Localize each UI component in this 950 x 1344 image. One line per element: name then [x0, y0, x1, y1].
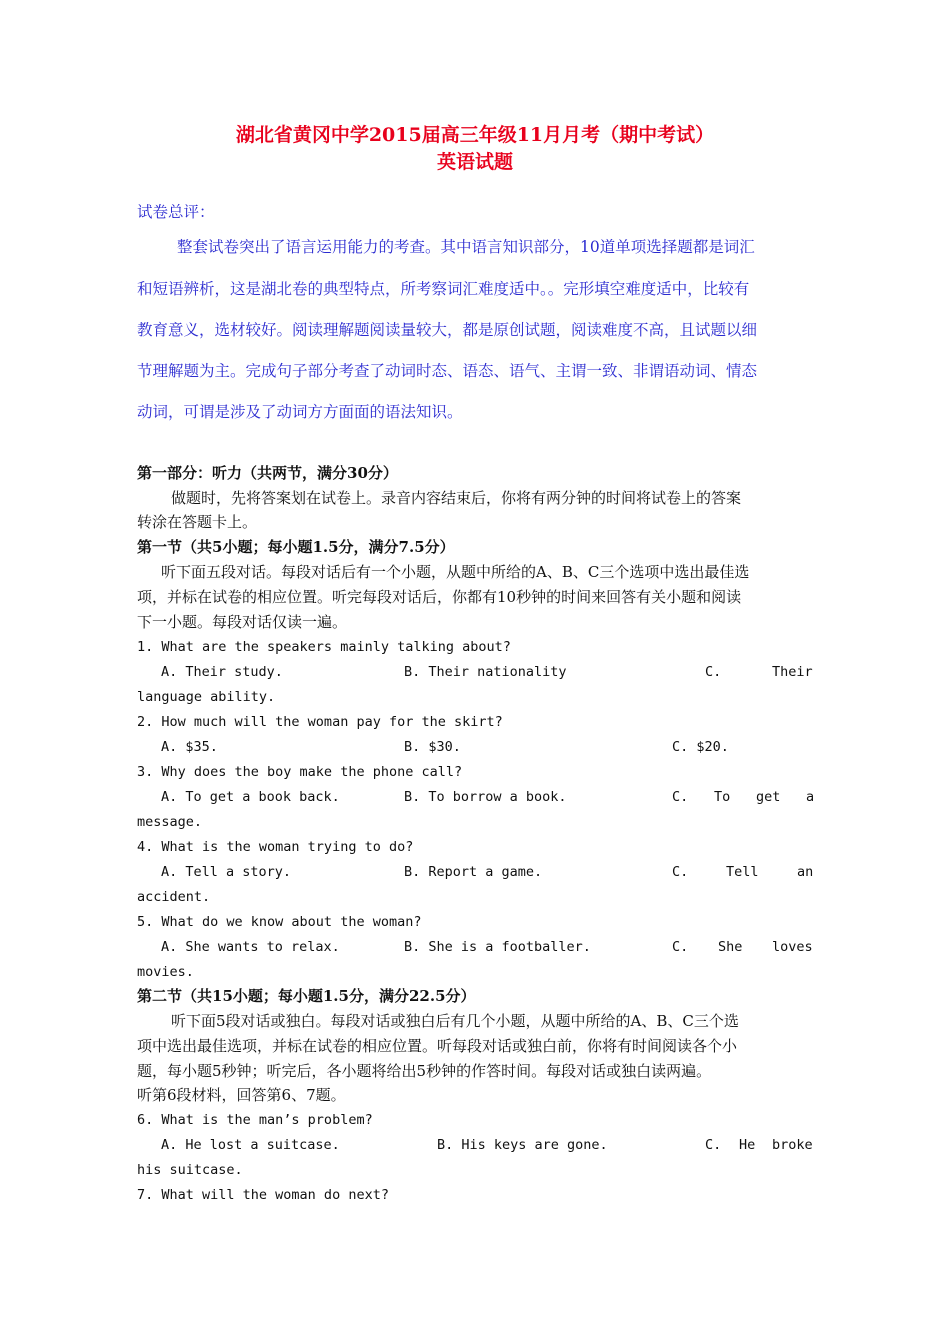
option-c-label: C.: [672, 939, 689, 955]
review-line: 整套试卷突出了语言运用能力的考查。其中语言知识部分，10道单项选择题都是词汇: [177, 238, 755, 256]
exam-subtitle: 英语试题: [436, 151, 513, 173]
section1-intro-line: 下一小题。每段对话仅读一遍。: [137, 613, 348, 631]
option-c-word: loves: [772, 939, 813, 955]
review-line: 动词，可谓是涉及了动词方方面面的语法知识。: [137, 403, 463, 421]
option-a: A. Tell a story.: [161, 864, 292, 880]
question-stem: 1. What are the speakers mainly talking about?: [137, 639, 511, 655]
review-heading: 试卷总评：: [137, 203, 215, 221]
review-line: 教育意义，选材较好。阅读理解题阅读量较大，都是原创试题，阅读难度不高，且试题以细: [137, 321, 758, 339]
exam-title: 湖北省黄冈中学2015届高三年级11月月考（期中考试）: [235, 124, 715, 146]
option-c-word: broke: [772, 1137, 813, 1153]
option-c-word: He: [739, 1137, 756, 1153]
option-c-word: an: [797, 864, 814, 880]
option-a: A. She wants to relax.: [161, 939, 340, 955]
option-c-text: Their: [772, 664, 813, 680]
option-c-continued: language ability.: [137, 689, 276, 705]
section2-intro-line: 听下面5段对话或独白。每段对话或独白后有几个小题，从题中所给的A、B、C三个选: [171, 1012, 739, 1030]
question-stem: 6. What is the man’s problem?: [137, 1112, 373, 1128]
section2-intro-line: 项中选出最佳选项，并标在试卷的相应位置。听每段对话或独白前，你将有时间阅读各个小: [137, 1037, 738, 1055]
option-c-word: Tell: [726, 864, 759, 880]
option-b: B. She is a footballer.: [404, 939, 591, 955]
option-c-continued: message.: [137, 814, 203, 830]
material-heading: 听第6段材料，回答第6、7题。: [137, 1086, 346, 1104]
question-stem: 2. How much will the woman pay for the skirt?: [137, 714, 503, 730]
section1-heading: 第一节（共5小题；每小题1.5分，满分7.5分）: [137, 538, 455, 556]
part1-intro-line: 做题时，先将答案划在试卷上。录音内容结束后，你将有两分钟的时间将试卷上的答案: [171, 489, 742, 507]
option-c: C. $20.: [672, 739, 729, 755]
option-a: A. To get a book back.: [161, 789, 340, 805]
part1-intro-line: 转涂在答题卡上。: [137, 513, 258, 531]
option-c-label: C.: [672, 864, 689, 880]
option-a: A. He lost a suitcase.: [161, 1137, 340, 1153]
section2-heading: 第二节（共15小题；每小题1.5分，满分22.5分）: [137, 987, 476, 1005]
option-c-word: a: [806, 789, 815, 805]
review-line: 和短语辨析，这是湖北卷的典型特点，所考察词汇难度适中。。完形填空难度适中，比较有: [137, 280, 750, 298]
option-c-word: get: [756, 789, 781, 805]
option-b: B. Report a game.: [404, 864, 543, 880]
option-c-label: C.: [705, 1137, 722, 1153]
question-stem: 7. What will the woman do next?: [137, 1187, 389, 1203]
question-stem: 5. What do we know about the woman?: [137, 914, 422, 930]
section1-intro-line: 听下面五段对话。每段对话后有一个小题，从题中所给的A、B、C三个选项中选出最佳选: [161, 563, 750, 581]
question-stem: 4. What is the woman trying to do?: [137, 839, 414, 855]
section2-intro-line: 题，每小题5秒钟；听完后，各小题将给出5秒钟的作答时间。每段对话或独白读两遍。: [137, 1062, 712, 1080]
option-b: B. Their nationality: [404, 664, 567, 680]
option-c-word: She: [718, 939, 743, 955]
review-line: 节理解题为主。完成句子部分考查了动词时态、语态、语气、主谓一致、非谓语动词、情态: [137, 362, 758, 380]
section1-intro-line: 项，并标在试卷的相应位置。听完每段对话后，你都有10秒钟的时间来回答有关小题和阅读: [137, 588, 742, 606]
question-stem: 3. Why does the boy make the phone call?: [137, 764, 463, 780]
option-a: A. Their study.: [161, 664, 283, 680]
option-b: B. His keys are gone.: [437, 1137, 608, 1153]
option-c-continued: movies.: [137, 964, 194, 980]
option-a: A. $35.: [161, 739, 218, 755]
option-c-continued: his suitcase.: [137, 1162, 243, 1178]
option-c-continued: accident.: [137, 889, 211, 905]
option-b: B. To borrow a book.: [404, 789, 567, 805]
option-c-word: To: [714, 789, 731, 805]
part1-heading: 第一部分：听力（共两节，满分30分）: [137, 464, 398, 482]
option-c-label: C.: [705, 664, 722, 680]
option-b: B. $30.: [404, 739, 461, 755]
option-c-label: C.: [672, 789, 689, 805]
